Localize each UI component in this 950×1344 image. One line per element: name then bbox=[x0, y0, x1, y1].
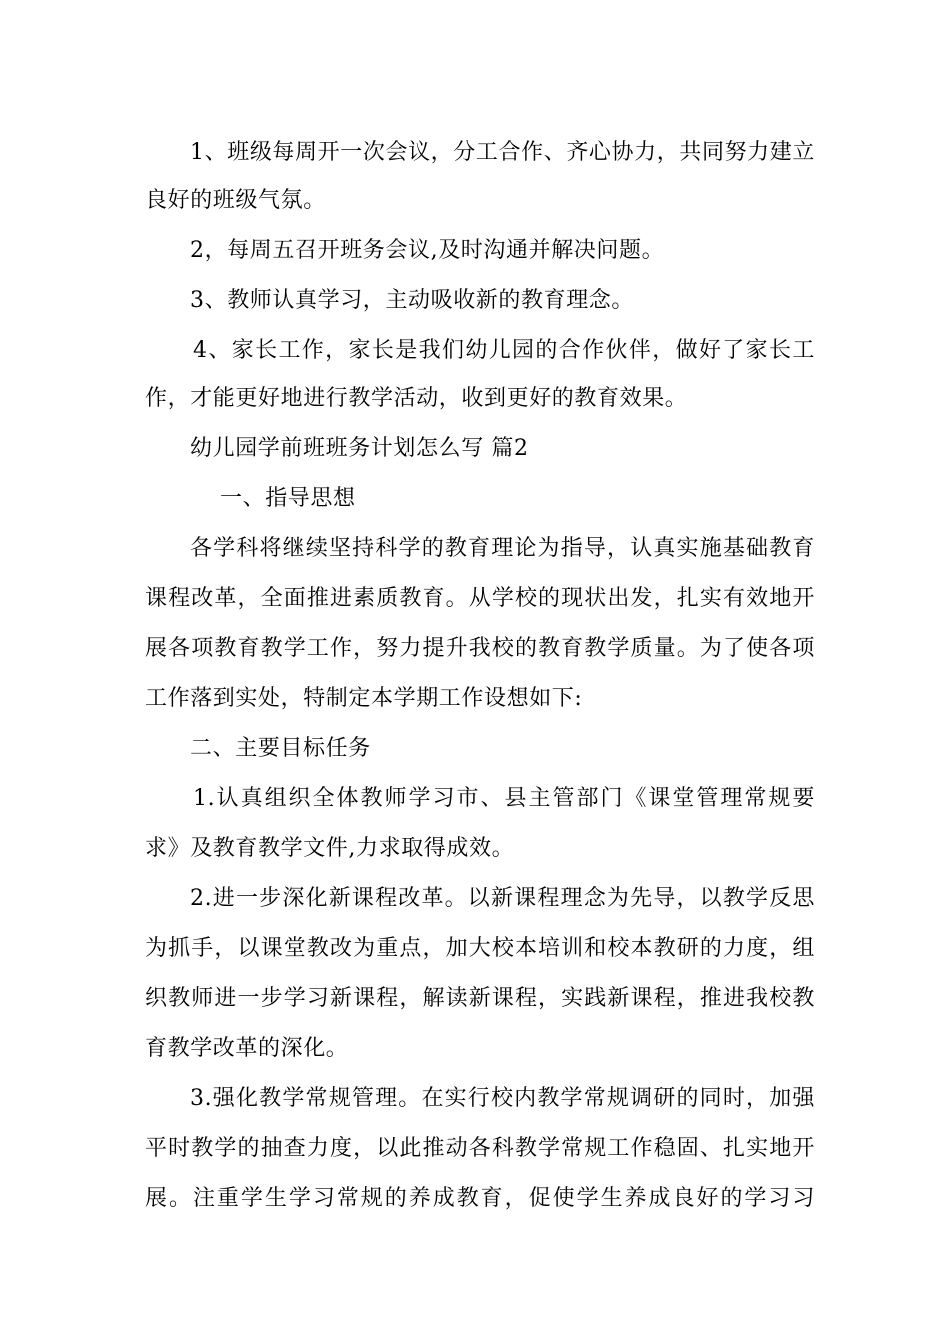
paragraph-line: 良好的班级气氛。 bbox=[145, 188, 326, 213]
paragraph-line: 2，每周五召开班务会议,及时沟通并解决问题。 bbox=[190, 238, 665, 263]
paragraph-line: 2.进一步深化新课程改革。以新课程理念为先导，以教学反思 bbox=[190, 886, 815, 911]
section-heading: 一、指导思想 bbox=[220, 486, 356, 511]
section-heading: 幼儿园学前班班务计划怎么写 篇2 bbox=[190, 436, 529, 461]
paragraph-line: 平时教学的抽查力度，以此推动各科教学常规工作稳固、扎实地开 bbox=[145, 1136, 815, 1161]
paragraph-line: 求》及教育教学文件,力求取得成效。 bbox=[145, 836, 515, 861]
paragraph-line: 工作落到实处，特制定本学期工作设想如下: bbox=[145, 686, 583, 711]
paragraph-line: 育教学改革的深化。 bbox=[145, 1036, 349, 1061]
paragraph-line: 3、教师认真学习，主动吸收新的教育理念。 bbox=[190, 288, 634, 313]
paragraph-line: 各学科将继续坚持科学的教育理论为指导，认真实施基础教育 bbox=[190, 536, 815, 561]
paragraph-line: 课程改革，全面推进素质教育。从学校的现状出发，扎实有效地开 bbox=[145, 586, 815, 611]
paragraph-line: 展各项教育教学工作，努力提升我校的教育教学质量。为了使各项 bbox=[145, 636, 815, 661]
paragraph-line: 3.强化教学常规管理。在实行校内教学常规调研的同时，加强 bbox=[190, 1086, 815, 1111]
paragraph-line: 1、班级每周开一次会议，分工合作、齐心协力，共同努力建立 bbox=[190, 140, 815, 165]
paragraph-line: 作，才能更好地进行教学活动，收到更好的教育效果。 bbox=[145, 386, 688, 411]
paragraph-line: 织教师进一步学习新课程，解读新课程，实践新课程，推进我校教 bbox=[145, 986, 815, 1011]
paragraph-line: 展。注重学生学习常规的养成教育，促使学生养成良好的学习习 bbox=[145, 1186, 815, 1211]
paragraph-line: 4、家长工作，家长是我们幼儿园的合作伙伴，做好了家长工 bbox=[193, 338, 815, 363]
paragraph-line: 1.认真组织全体教师学习市、县主管部门《课堂管理常规要 bbox=[193, 786, 815, 811]
section-heading: 二、主要目标任务 bbox=[190, 736, 371, 761]
paragraph-line: 为抓手，以课堂教改为重点，加大校本培训和校本教研的力度，组 bbox=[145, 936, 815, 961]
